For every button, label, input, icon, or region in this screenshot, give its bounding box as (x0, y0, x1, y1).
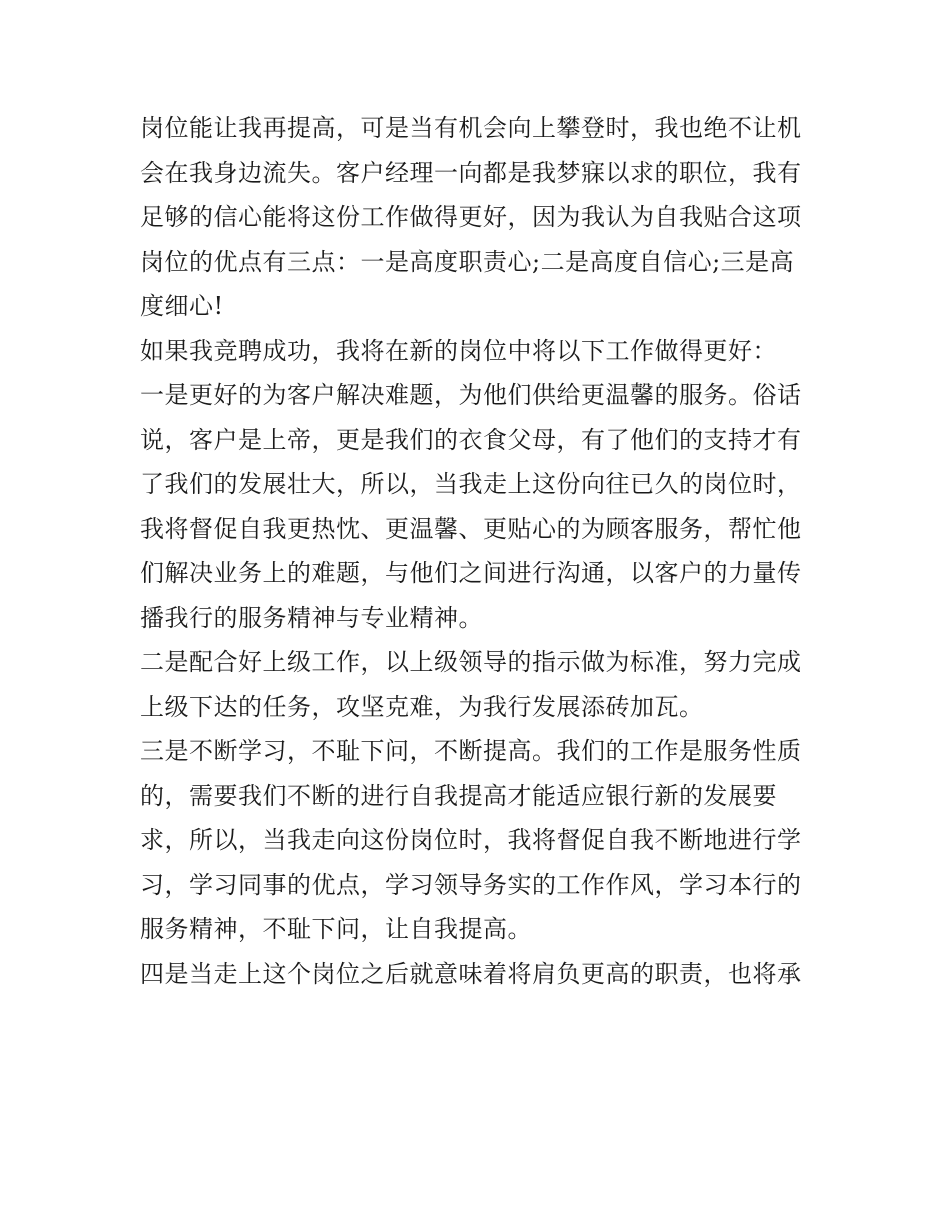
text-line: 我将督促自我更热忱、更温馨、更贴心的为顾客服务，帮忙他 (140, 514, 802, 543)
text-line: 的，需要我们不断的进行自我提高才能适应银行新的发展要 (140, 781, 777, 810)
text-line: 们解决业务上的难题，与他们之间进行沟通，以客户的力量传 (140, 559, 802, 587)
paragraph-first-line: 如果我竞聘成功，我将在新的岗位中将以下工作做得更好： (140, 336, 777, 365)
text-line: 习，学习同事的优点，学习领导务实的工作作风，学习本行的 (140, 870, 802, 899)
text-line: 了我们的发展壮大，所以，当我走上这份向往已久的岗位时， (140, 470, 802, 498)
text-line: 播我行的服务精神与专业精神。 (140, 603, 483, 632)
text-line: 岗位的优点有三点：一是高度职责心;二是高度自信心;三是高 (140, 247, 795, 276)
text-line: 岗位能让我再提高，可是当有机会向上攀登时，我也绝不让机 (140, 114, 802, 142)
text-line: 足够的信心能将这份工作做得更好，因为我认为自我贴合这项 (140, 203, 802, 231)
paragraph-first-line: 四是当走上这个岗位之后就意味着将肩负更高的职责，也将承 (140, 959, 802, 988)
text-line: 度细心! (140, 292, 224, 320)
text-line: 求，所以，当我走向这份岗位时，我将督促自我不断地进行学 (140, 826, 802, 854)
text-line: 说，客户是上帝，更是我们的衣食父母，有了他们的支持才有 (140, 425, 802, 454)
text-line: 上级下达的任务，攻坚克难，为我行发展添砖加瓦。 (140, 692, 704, 721)
document-body (140, 106, 820, 996)
paragraph-first-line: 一是更好的为客户解决难题，为他们供给更温馨的服务。俗话 (140, 381, 802, 409)
paragraph-first-line: 二是配合好上级工作，以上级领导的指示做为标准，努力完成 (140, 648, 802, 676)
text-line: 会在我身边流失。客户经理一向都是我梦寐以求的职位，我有 (140, 158, 802, 187)
paragraph-first-line: 三是不断学习，不耻下问，不断提高。我们的工作是服务性质 (140, 737, 802, 765)
text-line: 服务精神，不耻下问，让自我提高。 (140, 915, 532, 943)
